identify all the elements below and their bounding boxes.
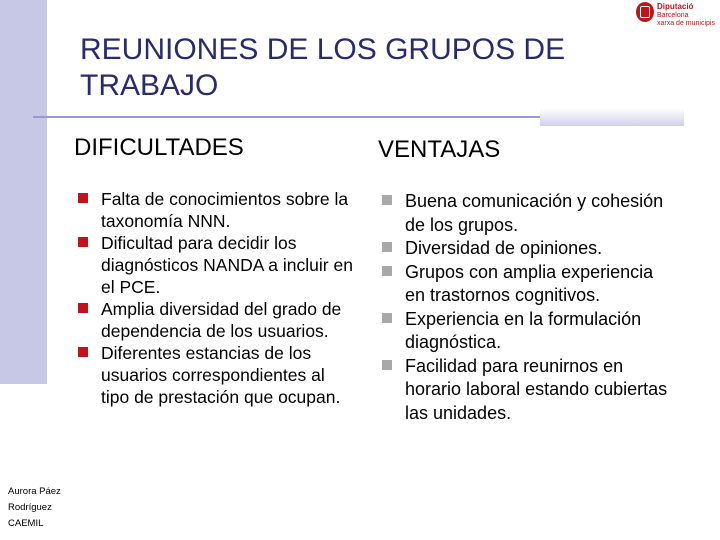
logo-line-2: Barcelona	[657, 12, 689, 19]
seal-icon	[636, 2, 654, 22]
list-item	[74, 298, 354, 342]
list-item	[74, 342, 354, 408]
title-divider-accent	[540, 108, 684, 126]
square-bullet-icon	[78, 347, 88, 357]
list-item-text: Experiencia en la formulación diagnóstica.	[405, 308, 642, 352]
list-item-text: Diferentes estancias de los usuarios correspondientes al tipo de prestación que ocupan.	[101, 343, 341, 407]
left-accent-bar	[0, 0, 47, 384]
square-bullet-icon	[78, 303, 88, 313]
square-bullet-icon	[78, 237, 88, 247]
list-item-text: Diversidad de opiniones.	[405, 238, 603, 258]
logo-line-3: xarxa de municipis	[657, 20, 715, 27]
list-item	[378, 237, 668, 261]
square-bullet-icon	[382, 360, 392, 370]
list-item-text: Falta de conocimientos sobre la taxonomía NNN.	[101, 189, 349, 231]
list-item-text: Dificultad para decidir los diagnósticos NANDA a incluir en el PCE.	[101, 233, 353, 297]
title-divider	[33, 116, 540, 118]
diputacio-logo	[636, 2, 720, 28]
page-title: REUNIONES DE LOS GRUPOS DE TRABAJO	[80, 33, 566, 102]
advantages-list	[378, 190, 668, 425]
list-item	[378, 355, 668, 426]
square-bullet-icon	[382, 266, 392, 276]
difficulties-list	[74, 188, 354, 408]
list-item	[378, 190, 668, 237]
list-item	[378, 308, 668, 355]
square-bullet-icon	[78, 193, 88, 203]
list-item	[74, 232, 354, 298]
list-item-text: Grupos con amplia experiencia en trastornos cognitivos.	[405, 261, 654, 305]
square-bullet-icon	[382, 313, 392, 323]
list-item	[378, 261, 668, 308]
square-bullet-icon	[382, 242, 392, 252]
difficulties-column	[74, 128, 354, 408]
list-item-text: Facilidad para reunirnos en horario laboral estando cubiertas las unidades.	[405, 355, 668, 423]
square-bullet-icon	[382, 195, 392, 205]
author-line-1: Aurora Páez	[8, 486, 61, 497]
list-item	[74, 188, 354, 232]
logo-line-1: Diputació	[657, 2, 694, 11]
author-line-2: Rodríguez	[8, 502, 52, 513]
advantages-heading: VENTAJAS	[378, 136, 501, 163]
advantages-column	[378, 128, 668, 425]
list-item-text: Buena comunicación y cohesión de los grupos.	[405, 191, 664, 235]
author-line-3: CAEMIL	[8, 518, 44, 529]
difficulties-heading: DIFICULTADES	[74, 134, 244, 161]
list-item-text: Amplia diversidad del grado de dependencia de los usuarios.	[101, 299, 342, 341]
author-footer	[8, 484, 61, 532]
